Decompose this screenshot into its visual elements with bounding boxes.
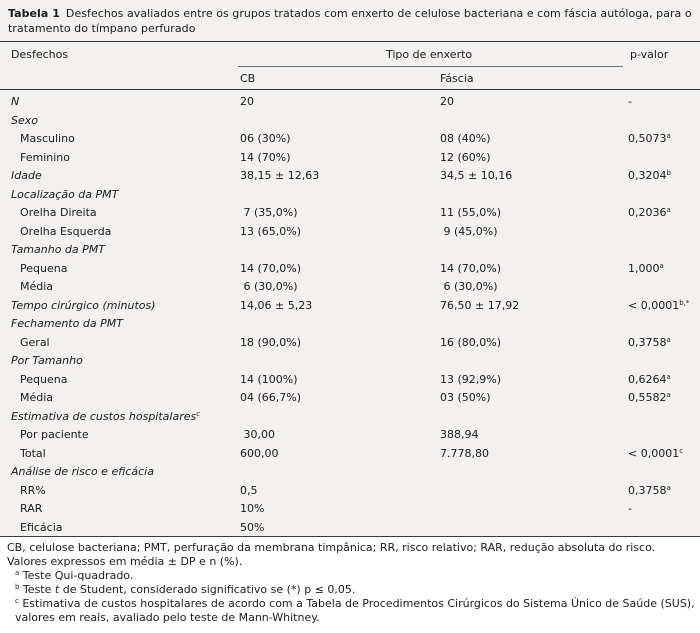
row-label: [20, 336, 50, 349]
header-tipo-enxerto: Tipo de enxerto: [386, 48, 473, 61]
cell-fascia: 16 (80,0%): [440, 335, 502, 349]
row-label: [11, 299, 156, 312]
p-valor-sup: a: [666, 132, 671, 140]
cell-cb: 14 (70%): [240, 150, 291, 164]
footnote-b-text-2: de Student, considerado significativo se (*) p ≤ 0,05.: [59, 583, 356, 596]
table-row: [0, 203, 700, 221]
table-footnotes: [7, 541, 697, 625]
cell-fascia: 12 (60%): [440, 150, 491, 164]
cell-cb: 13 (65,0%): [240, 224, 302, 238]
table-row: [0, 296, 700, 314]
table-caption: [8, 6, 694, 36]
row-label: [11, 169, 42, 182]
table-row: [0, 370, 700, 388]
footnote-c: [7, 597, 697, 625]
p-valor-text: 0,3758: [628, 483, 667, 497]
cell-fascia: 11 (55,0%): [440, 206, 502, 219]
cell-p-valor: [628, 484, 671, 497]
cell-p-valor: [628, 262, 664, 275]
p-valor-text: -: [628, 502, 632, 515]
row-label-text: Sexo: [11, 113, 38, 127]
cell-cb: 18 (90,0%): [240, 335, 302, 349]
row-label: [11, 188, 118, 201]
row-label: [20, 428, 89, 441]
footnote-b-text-1: Teste: [22, 583, 55, 596]
footnote-b-text-t: t: [54, 583, 60, 596]
cell-p-valor: [628, 169, 671, 182]
row-label: [11, 410, 200, 423]
header-cb: CB: [240, 72, 256, 85]
cell-cb: 50%: [240, 520, 265, 534]
footnote-a-mark: a: [15, 569, 20, 577]
table-row: [0, 259, 700, 277]
table-row: [0, 185, 700, 203]
row-label-text: Idade: [11, 169, 42, 182]
p-valor-sup: a: [666, 391, 671, 399]
footnote-c-text: Estimativa de custos hospitalares de acordo com a Tabela de Procedimentos Cirúrgicos do Sistema Único de Saúde (SUS), valores em reais, avaliado pelo teste de Mann-Whitney.: [15, 597, 695, 624]
cell-cb: 10%: [240, 502, 265, 515]
table-row: [0, 314, 700, 332]
table-row: [0, 277, 700, 295]
cell-fascia: 7.778,80: [440, 446, 489, 460]
p-valor-text: 0,2036: [628, 206, 667, 219]
cell-fascia: 20: [440, 95, 454, 108]
table-row: [0, 444, 700, 462]
row-label: [20, 502, 42, 515]
footnote-a: [7, 569, 697, 583]
p-valor-text: < 0,0001: [628, 446, 680, 460]
cell-p-valor: [628, 132, 671, 145]
row-label: [20, 373, 67, 386]
table-row: [0, 240, 700, 258]
cell-cb: 20: [240, 95, 254, 108]
row-label: [20, 225, 111, 238]
row-label-text: N: [11, 95, 20, 108]
p-valor-sup: a: [666, 372, 671, 381]
row-label-text: Fechamento da PMT: [11, 317, 123, 330]
cell-p-valor: [628, 502, 632, 515]
cell-fascia: 6 (30,0%): [440, 280, 498, 293]
p-valor-text: 0,5582: [628, 391, 667, 404]
cell-cb: 04 (66,7%): [240, 391, 302, 404]
p-valor-text: 0,3758: [628, 335, 667, 349]
cell-p-valor: [628, 373, 671, 386]
row-label: [20, 206, 97, 219]
cell-fascia: 34,5 ± 10,16: [440, 169, 513, 182]
row-label-text: Orelha Direita: [20, 206, 97, 219]
table-row: [0, 351, 700, 369]
table-row: [0, 425, 700, 443]
table-row: [0, 148, 700, 166]
row-label-text: RAR: [20, 502, 43, 515]
p-valor-sup: c: [679, 446, 684, 455]
row-label-text: Orelha Esquerda: [20, 224, 112, 238]
row-label: [11, 95, 19, 108]
cell-fascia: 08 (40%): [440, 132, 491, 145]
p-valor-text: 0,6264: [628, 372, 667, 386]
cell-cb: 14,06 ± 5,23: [240, 298, 313, 312]
row-label-text: Tamanho da PMT: [11, 243, 105, 256]
row-label: [20, 262, 67, 275]
cell-fascia: 13 (92,9%): [440, 372, 502, 386]
row-label-sup: c: [196, 409, 201, 418]
cell-fascia: 9 (45,0%): [440, 224, 498, 238]
row-label: [20, 280, 53, 293]
cell-cb: 38,15 ± 12,63: [240, 169, 320, 182]
row-label: [20, 447, 46, 460]
cell-p-valor: [628, 95, 632, 108]
cell-cb: 7 (35,0%): [240, 206, 298, 219]
cell-cb: 600,00: [240, 446, 279, 460]
row-label: [11, 114, 38, 127]
cell-cb: 14 (70,0%): [240, 261, 302, 275]
cell-fascia: 76,50 ± 17,92: [440, 298, 520, 312]
cell-p-valor: [628, 206, 671, 219]
cell-fascia: 388,94: [440, 428, 479, 441]
header-subrule: [238, 66, 623, 67]
table-row: [0, 111, 700, 129]
table-row: [0, 462, 700, 480]
row-label-text: Total: [20, 446, 46, 460]
row-label: [11, 354, 83, 367]
p-valor-text: < 0,0001: [628, 298, 680, 312]
table-row: [0, 388, 700, 406]
row-label-text: Por paciente: [20, 428, 89, 441]
table-row: [0, 129, 700, 147]
cell-cb: 06 (30%): [240, 132, 291, 145]
row-label-text: Média: [20, 280, 54, 293]
header-p-valor: p-valor: [630, 48, 669, 61]
footnote-b-mark: b: [15, 583, 20, 591]
footnote-abbreviations: CB, celulose bacteriana; PMT, perfuração da membrana timpânica; RR, risco relativo; RAR, redução absoluta do risco.: [7, 541, 656, 554]
p-valor-text: 0,3204: [628, 169, 667, 182]
row-label: [11, 243, 105, 256]
cell-p-valor: [628, 391, 671, 404]
footnote-values: Valores expressos em média ± DP e n (%).: [7, 555, 243, 568]
row-label-text: Geral: [20, 335, 50, 349]
row-label-text: Estimativa de custos hospitalares: [11, 409, 197, 423]
cell-p-valor: [628, 336, 671, 349]
cell-cb: 6 (30,0%): [240, 280, 298, 293]
table-row: [0, 518, 700, 536]
row-label-text: Análise de risco e eficácia: [11, 465, 154, 478]
footnote-a-text: Teste Qui-quadrado.: [22, 569, 134, 582]
row-label: [20, 484, 46, 497]
cell-cb: 0,5: [240, 483, 258, 497]
p-valor-text: -: [628, 95, 632, 108]
row-label-text: Tempo cirúrgico (minutos): [11, 298, 156, 312]
row-label-text: RR%: [20, 483, 46, 497]
p-valor-sup: a: [666, 335, 671, 344]
cell-fascia: 03 (50%): [440, 391, 491, 404]
p-valor-sup: a: [666, 483, 671, 492]
cell-cb: 14 (100%): [240, 372, 298, 386]
p-valor-sup: b,*: [679, 298, 690, 307]
row-label: [20, 391, 53, 404]
header-desfechos: Desfechos: [11, 48, 69, 61]
row-label-text: Média: [20, 391, 54, 404]
row-label-text: Por Tamanho: [11, 354, 83, 367]
table-top-rule: [0, 41, 700, 42]
header-bottom-rule: [0, 89, 700, 90]
table-row: [0, 481, 700, 499]
table-row: [0, 92, 700, 110]
row-label: [11, 317, 123, 330]
header-fascia: Fáscia: [440, 72, 474, 85]
row-label: [11, 465, 154, 478]
row-label: [20, 132, 75, 145]
cell-p-valor: [628, 447, 683, 460]
table-row: [0, 333, 700, 351]
footnote-b: [7, 583, 697, 597]
caption-label: Tabela 1: [8, 7, 60, 20]
caption-text: Desfechos avaliados entre os grupos tratados com enxerto de celulose bacteriana e com fáscia autóloga, para o tratamento do tímpano perfurado: [8, 7, 692, 35]
p-valor-text: 0,5073: [628, 132, 667, 145]
row-label-text: Pequena: [20, 261, 68, 275]
p-valor-sup: a: [659, 261, 664, 270]
row-label-text: Localização da PMT: [11, 187, 119, 201]
cell-fascia: 14 (70,0%): [440, 261, 502, 275]
table-bottom-rule: [0, 536, 700, 537]
p-valor-sup: a: [666, 206, 671, 214]
row-label: [20, 521, 63, 534]
row-label: [20, 151, 70, 164]
table-row: [0, 407, 700, 425]
table-row: [0, 499, 700, 517]
cell-cb: 30,00: [240, 428, 275, 441]
footnote-c-mark: c: [15, 597, 19, 605]
table-row: [0, 166, 700, 184]
table-row: [0, 222, 700, 240]
row-label-text: Pequena: [20, 372, 68, 386]
row-label-text: Masculino: [20, 132, 75, 145]
p-valor-sup: b: [666, 169, 671, 177]
row-label-text: Feminino: [20, 150, 70, 164]
row-label-text: Eficácia: [20, 520, 63, 534]
p-valor-text: 1,000: [628, 261, 660, 275]
cell-p-valor: [628, 299, 689, 312]
